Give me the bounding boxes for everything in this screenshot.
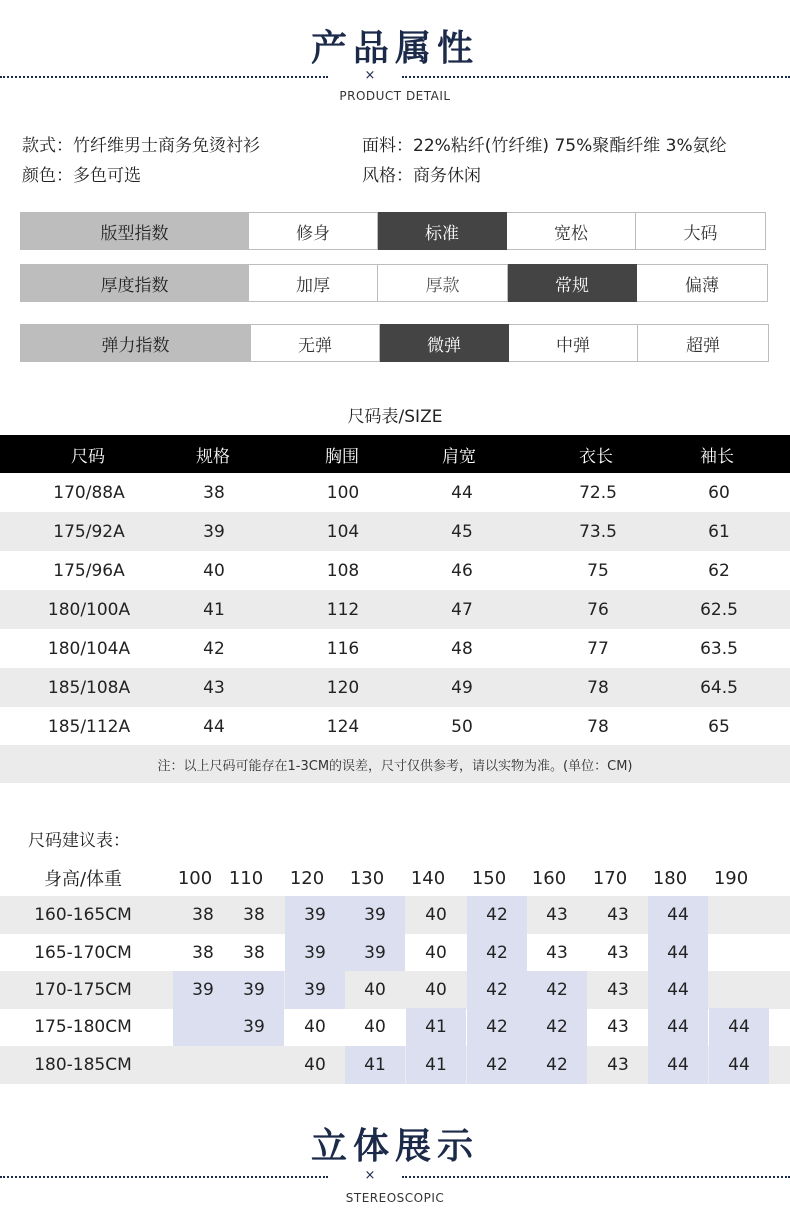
size-cell-spec: 43 bbox=[203, 677, 225, 698]
recommend-size-cell: 38 bbox=[243, 943, 265, 963]
size-cell-spec: 42 bbox=[203, 638, 225, 659]
recommend-size-cell bbox=[224, 1046, 284, 1084]
size-table-row bbox=[0, 668, 790, 707]
size-header-size: 尺码 bbox=[71, 446, 105, 467]
size-table-row bbox=[0, 590, 790, 629]
recommend-height-label: 170-175CM bbox=[34, 980, 132, 1000]
recommend-size-cell: 40 bbox=[364, 1017, 386, 1037]
recommend-size-cell bbox=[709, 971, 769, 1009]
attr-color-label: 颜色： bbox=[22, 166, 73, 186]
recommend-size-cell: 39 bbox=[345, 896, 405, 934]
recommend-size-cell: 42 bbox=[467, 1046, 527, 1084]
size-header-length: 衣长 bbox=[579, 446, 613, 467]
recommend-weight-header: 160 bbox=[531, 867, 567, 889]
size-cell-spec: 38 bbox=[203, 482, 225, 503]
size-cell-size: 180/104A bbox=[47, 638, 131, 659]
recommend-size-cell: 38 bbox=[192, 905, 214, 925]
recommend-size-cell: 42 bbox=[527, 1008, 587, 1046]
attr-fashion bbox=[362, 161, 481, 186]
attr-fabric-label: 面料： bbox=[362, 136, 413, 156]
recommend-size-cell: 41 bbox=[406, 1046, 466, 1084]
recommend-height-label: 160-165CM bbox=[34, 905, 132, 925]
thickness-index-row bbox=[20, 264, 768, 302]
elastic-option-medium: 中弹 bbox=[509, 324, 638, 362]
size-cell-sleeve: 65 bbox=[708, 716, 730, 737]
recommend-table-caption: 尺码建议表： bbox=[28, 831, 130, 851]
recommend-size-cell: 41 bbox=[406, 1008, 466, 1046]
size-cell-length: 78 bbox=[587, 716, 609, 737]
recommend-height-label: 175-180CM bbox=[34, 1017, 132, 1037]
recommend-size-cell: 40 bbox=[364, 980, 386, 1000]
recommend-size-cell: 39 bbox=[173, 971, 233, 1009]
size-header-spec: 规格 bbox=[196, 446, 230, 467]
attr-fabric bbox=[362, 131, 727, 156]
fit-index-row bbox=[20, 212, 766, 250]
size-table-row bbox=[0, 473, 790, 512]
size-cell-size: 175/96A bbox=[53, 560, 125, 581]
size-cell-shoulder: 45 bbox=[451, 521, 473, 542]
recommend-size-cell: 40 bbox=[304, 1055, 326, 1075]
recommend-size-cell: 42 bbox=[467, 971, 527, 1009]
recommend-size-cell: 39 bbox=[224, 1008, 284, 1046]
recommend-row bbox=[0, 1046, 790, 1084]
size-cell-length: 72.5 bbox=[579, 482, 617, 503]
recommend-size-cell: 44 bbox=[648, 1008, 708, 1046]
thickness-option-thin: 偏薄 bbox=[637, 264, 768, 302]
size-table-row bbox=[0, 512, 790, 551]
recommend-size-cell: 44 bbox=[648, 1046, 708, 1084]
size-cell-chest: 112 bbox=[326, 599, 360, 620]
size-cell-shoulder: 49 bbox=[451, 677, 473, 698]
recommend-size-cell: 38 bbox=[192, 943, 214, 963]
recommend-size-cell: 41 bbox=[345, 1046, 405, 1084]
recommend-weight-header: 150 bbox=[471, 867, 507, 889]
size-cell-sleeve: 64.5 bbox=[700, 677, 738, 698]
recommend-row bbox=[0, 1008, 790, 1046]
recommend-row bbox=[0, 971, 790, 1009]
divider-cross-icon: × bbox=[364, 68, 376, 83]
section-title-stereoscopic: 立体展示 bbox=[310, 1126, 479, 1167]
divider-left bbox=[0, 76, 328, 78]
recommend-size-cell: 42 bbox=[467, 1008, 527, 1046]
size-cell-shoulder: 44 bbox=[451, 482, 473, 503]
recommend-size-cell: 43 bbox=[607, 1017, 629, 1037]
attr-style-value: 竹纤维男士商务免烫衬衫 bbox=[73, 136, 260, 156]
size-header-sleeve: 袖长 bbox=[700, 446, 734, 467]
size-cell-spec: 39 bbox=[203, 521, 225, 542]
recommend-size-cell: 40 bbox=[304, 1017, 326, 1037]
thickness-option-thick: 加厚 bbox=[249, 264, 378, 302]
section-subtitle-product: PRODUCT DETAIL bbox=[339, 89, 451, 103]
recommend-size-cell bbox=[709, 896, 769, 934]
recommend-size-cell: 42 bbox=[467, 934, 527, 972]
size-table-row bbox=[0, 629, 790, 668]
size-cell-size: 185/112A bbox=[47, 716, 131, 737]
elastic-index-label: 弹力指数 bbox=[20, 324, 251, 362]
recommend-weight-header: 130 bbox=[349, 867, 385, 889]
recommend-size-cell bbox=[709, 934, 769, 972]
recommend-size-cell: 43 bbox=[607, 1055, 629, 1075]
size-cell-sleeve: 63.5 bbox=[700, 638, 738, 659]
size-cell-spec: 40 bbox=[203, 560, 225, 581]
recommend-size-cell: 43 bbox=[607, 980, 629, 1000]
size-cell-length: 78 bbox=[587, 677, 609, 698]
size-table-row bbox=[0, 551, 790, 590]
size-cell-chest: 116 bbox=[326, 638, 360, 659]
thickness-index-label: 厚度指数 bbox=[20, 264, 249, 302]
attr-style bbox=[22, 131, 260, 156]
recommend-weight-header: 100 bbox=[177, 867, 213, 889]
recommend-size-cell: 39 bbox=[285, 971, 345, 1009]
elastic-option-none: 无弹 bbox=[251, 324, 380, 362]
fit-index-label: 版型指数 bbox=[20, 212, 249, 250]
size-cell-shoulder: 50 bbox=[451, 716, 473, 737]
size-cell-shoulder: 46 bbox=[451, 560, 473, 581]
recommend-height-label: 165-170CM bbox=[34, 943, 132, 963]
size-cell-size: 170/88A bbox=[53, 482, 125, 503]
recommend-weight-header: 120 bbox=[289, 867, 325, 889]
recommend-size-cell: 39 bbox=[285, 896, 345, 934]
size-cell-size: 185/108A bbox=[47, 677, 131, 698]
recommend-size-cell: 44 bbox=[648, 934, 708, 972]
size-cell-length: 77 bbox=[587, 638, 609, 659]
attr-color-value: 多色可选 bbox=[73, 166, 141, 186]
attr-style-label: 款式： bbox=[22, 136, 73, 156]
elastic-option-super: 超弹 bbox=[638, 324, 769, 362]
recommend-size-cell: 44 bbox=[709, 1046, 769, 1084]
attr-color bbox=[22, 161, 141, 186]
thickness-option-regular: 常规 bbox=[508, 264, 637, 302]
recommend-weight-header: 140 bbox=[410, 867, 446, 889]
size-cell-shoulder: 48 bbox=[451, 638, 473, 659]
divider-right bbox=[402, 76, 790, 78]
size-table-caption: 尺码表/SIZE bbox=[347, 407, 443, 427]
recommend-weight-header: 190 bbox=[713, 867, 749, 889]
size-cell-length: 76 bbox=[587, 599, 609, 620]
attr-fashion-value: 商务休闲 bbox=[413, 166, 481, 186]
recommend-size-cell: 42 bbox=[527, 971, 587, 1009]
recommend-size-cell: 40 bbox=[425, 905, 447, 925]
recommend-size-cell: 44 bbox=[709, 1008, 769, 1046]
size-cell-chest: 104 bbox=[326, 521, 360, 542]
recommend-corner-label: 身高/体重 bbox=[43, 869, 123, 890]
recommend-weight-header: 180 bbox=[652, 867, 688, 889]
recommend-size-cell: 38 bbox=[243, 905, 265, 925]
size-cell-length: 73.5 bbox=[579, 521, 617, 542]
size-cell-shoulder: 47 bbox=[451, 599, 473, 620]
recommend-size-cell: 40 bbox=[425, 980, 447, 1000]
recommend-size-cell: 39 bbox=[285, 934, 345, 972]
size-cell-length: 75 bbox=[587, 560, 609, 581]
recommend-weight-header: 110 bbox=[228, 867, 264, 889]
size-cell-chest: 120 bbox=[326, 677, 360, 698]
recommend-size-cell: 44 bbox=[648, 896, 708, 934]
recommend-weight-header: 170 bbox=[592, 867, 628, 889]
recommend-size-cell: 42 bbox=[467, 896, 527, 934]
size-header-chest: 胸围 bbox=[325, 446, 359, 467]
elastic-option-slight: 微弹 bbox=[380, 324, 509, 362]
size-cell-sleeve: 61 bbox=[708, 521, 730, 542]
divider-cross-icon-2: × bbox=[364, 1168, 376, 1183]
fit-option-standard: 标准 bbox=[378, 212, 507, 250]
size-cell-spec: 41 bbox=[203, 599, 225, 620]
divider-left-2 bbox=[0, 1176, 328, 1178]
recommend-row bbox=[0, 934, 790, 972]
fit-option-plus: 大码 bbox=[636, 212, 766, 250]
recommend-size-cell: 44 bbox=[648, 971, 708, 1009]
size-table-note: 注：以上尺码可能存在1-3CM的误差，尺寸仅供参考，请以实物为准。(单位：CM) bbox=[0, 745, 790, 783]
recommend-size-cell: 42 bbox=[527, 1046, 587, 1084]
size-cell-chest: 108 bbox=[326, 560, 360, 581]
recommend-size-cell: 39 bbox=[224, 971, 284, 1009]
size-table-header bbox=[0, 435, 790, 473]
section-subtitle-stereoscopic: STEREOSCOPIC bbox=[345, 1191, 445, 1205]
recommend-height-label: 180-185CM bbox=[34, 1055, 132, 1075]
recommend-size-cell: 43 bbox=[546, 905, 568, 925]
recommend-size-cell: 39 bbox=[345, 934, 405, 972]
recommend-table-header bbox=[0, 862, 790, 894]
thickness-option-thicker: 厚款 bbox=[378, 264, 508, 302]
size-cell-size: 180/100A bbox=[47, 599, 131, 620]
fit-option-loose: 宽松 bbox=[507, 212, 636, 250]
size-cell-sleeve: 60 bbox=[708, 482, 730, 503]
attr-fabric-value: 22%粘纤(竹纤维) 75%聚酯纤维 3%氨纶 bbox=[413, 136, 727, 156]
recommend-size-cell: 43 bbox=[607, 943, 629, 963]
size-table-row bbox=[0, 707, 790, 746]
size-cell-spec: 44 bbox=[203, 716, 225, 737]
recommend-size-cell: 43 bbox=[546, 943, 568, 963]
size-cell-chest: 100 bbox=[326, 482, 360, 503]
divider-right-2 bbox=[402, 1176, 790, 1178]
size-cell-chest: 124 bbox=[326, 716, 360, 737]
fit-option-slim: 修身 bbox=[249, 212, 378, 250]
recommend-size-cell: 40 bbox=[425, 943, 447, 963]
size-cell-sleeve: 62 bbox=[708, 560, 730, 581]
recommend-size-cell: 43 bbox=[607, 905, 629, 925]
recommend-row bbox=[0, 896, 790, 934]
elastic-index-row bbox=[20, 324, 769, 362]
section-title-product: 产品属性 bbox=[310, 28, 479, 69]
size-cell-sleeve: 62.5 bbox=[700, 599, 738, 620]
size-header-shoulder: 肩宽 bbox=[442, 446, 476, 467]
attr-fashion-label: 风格： bbox=[362, 166, 413, 186]
size-cell-size: 175/92A bbox=[53, 521, 125, 542]
